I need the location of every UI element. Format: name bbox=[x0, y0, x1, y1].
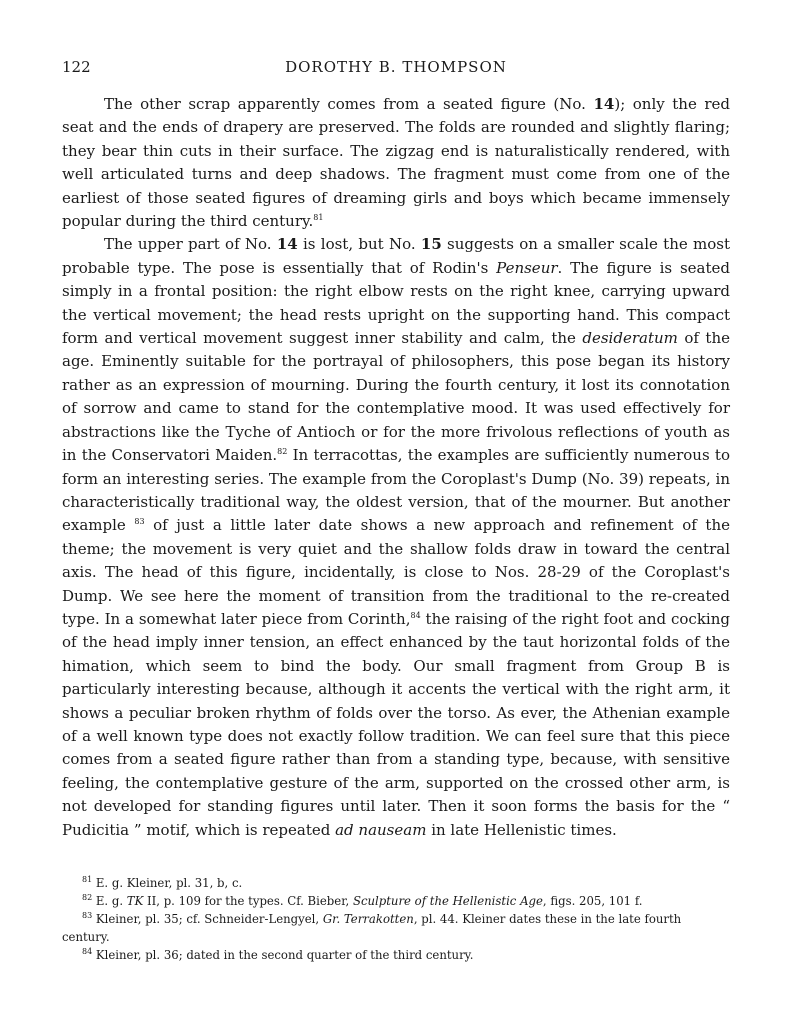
italic-title: Gr. Terrakotten bbox=[322, 912, 414, 926]
text-run: in late Hellenistic times. bbox=[426, 820, 617, 839]
footnote-82 bbox=[62, 892, 730, 910]
footnotes bbox=[62, 874, 730, 964]
italic-title: Sculpture of the Hellenistic Age bbox=[352, 894, 543, 908]
page-number: 122 bbox=[62, 58, 91, 76]
italic-term: desideratum bbox=[582, 329, 678, 348]
catalogue-number: 14 bbox=[276, 235, 298, 254]
italic-term: Penseur bbox=[496, 258, 558, 277]
text-run: In terracottas, the examples are sufficiently numerous to form an interesting series. The example from the Coroplast's Dump (No. 39) repeats, in characteristically traditional way, the oldest version, that of the mourner. But another example bbox=[62, 446, 730, 535]
paragraph-1 bbox=[62, 93, 730, 233]
text-run: the raising of the right foot and cocking of the head imply inner tension, an effect enhanced by the taut horizontal folds of the himation, which seem to bind the body. Our small fragment from Group B is particularly interesting because, although it accents the vertical with the right arm, it shows a peculiar broken rhythm of folds over the torso. As ever, the Athenian example of a well known type does not exactly follow tradition. We can feel sure that this piece comes from a seated figure rather than from a standing type, because, with sensitive feeling, the contemplative gesture of the arm, supported on the crossed other arm, is not developed for standing figures until later. Then it soon forms the basis for the “ Pudicitia ” motif, which is repeated bbox=[62, 609, 730, 839]
footnote-number: 83 bbox=[82, 911, 93, 921]
footnote-83 bbox=[62, 910, 730, 946]
text-run: of the age. Eminently suitable for the portrayal of philosophers, this pose began its history rather as an expression of mourning. During the fourth century, it lost its connotation of sorrow and came to stand for the contemplative mood. It was used effectively for abstractions like the Tyche of Antioch or for the more frivolous reflections of youth as in the Conservatori Maiden. bbox=[62, 329, 730, 465]
text-run: The upper part of No. bbox=[104, 235, 277, 254]
italic-term: ad nauseam bbox=[335, 820, 427, 839]
text-run: suggests on a smaller scale the most probable type. The pose is essentially that of Rodin's bbox=[62, 235, 730, 277]
footnote-number: 81 bbox=[82, 875, 93, 885]
running-head-author: DOROTHY B. THOMPSON bbox=[285, 58, 507, 76]
footnote-81 bbox=[62, 874, 730, 892]
text-run: . The figure is seated simply in a frontal position: the right elbow rests on the right knee, carrying upward the vertical movement; the head rests upright on the supporting hand. This compact form and vertical movement suggest inner stability and calm, the bbox=[62, 258, 730, 348]
footnote-text: Kleiner, pl. 36; dated in the second quarter of the third century. bbox=[92, 948, 474, 962]
catalogue-number: 14 bbox=[593, 95, 615, 113]
footnote-text: II, p. 109 for the types. Cf. Bieber, bbox=[143, 894, 353, 908]
footnote-text: Kleiner, pl. 35; cf. Schneider-Lengyel, bbox=[92, 912, 323, 926]
footnote-text: , pl. 44. Kleiner dates these in the late fourth century. bbox=[62, 912, 682, 944]
paragraph-2 bbox=[62, 233, 730, 842]
footnote-number: 84 bbox=[82, 947, 93, 957]
footnote-ref-81[interactable]: 81 bbox=[313, 213, 324, 223]
text-run: is lost, but No. bbox=[297, 235, 421, 254]
body-text bbox=[62, 93, 730, 842]
footnote-ref-82[interactable]: 82 bbox=[277, 447, 288, 457]
italic-title: TK bbox=[126, 894, 144, 908]
footnote-84 bbox=[62, 946, 730, 964]
footnote-ref-83[interactable]: 83 bbox=[134, 517, 145, 527]
text-run: of just a little later date shows a new approach and refinement of the theme; the movement is very quiet and the shallow folds draw in toward the central axis. The head of this figure, incidentally, is close to Nos. 28-29 of the Coroplast's Dump. We see here the moment of transition from the traditional to the re-created type. In a somewhat later piece from Corinth, bbox=[62, 516, 730, 628]
footnote-number: 82 bbox=[82, 893, 93, 903]
catalogue-number: 15 bbox=[420, 235, 442, 254]
running-header bbox=[62, 58, 730, 84]
footnote-text: E. g. Kleiner, pl. 31, b, c. bbox=[92, 876, 243, 890]
footnote-ref-84[interactable]: 84 bbox=[410, 610, 421, 620]
text-run: The other scrap apparently comes from a seated figure (No. bbox=[104, 95, 594, 113]
text-run: ); only the red seat and the ends of drapery are preserved. The folds are rounded and slightly flaring; they bear thin cuts in their surface. The zigzag end is naturalistically rendered, with well articulated turns and deep shadows. The fragment must come from one of the earliest of those seated figures of dreaming girls and boys which became immensely popular during the third century. bbox=[62, 95, 730, 231]
footnote-text: E. g. bbox=[92, 894, 127, 908]
footnote-text: , figs. 205, 101 f. bbox=[542, 894, 643, 908]
